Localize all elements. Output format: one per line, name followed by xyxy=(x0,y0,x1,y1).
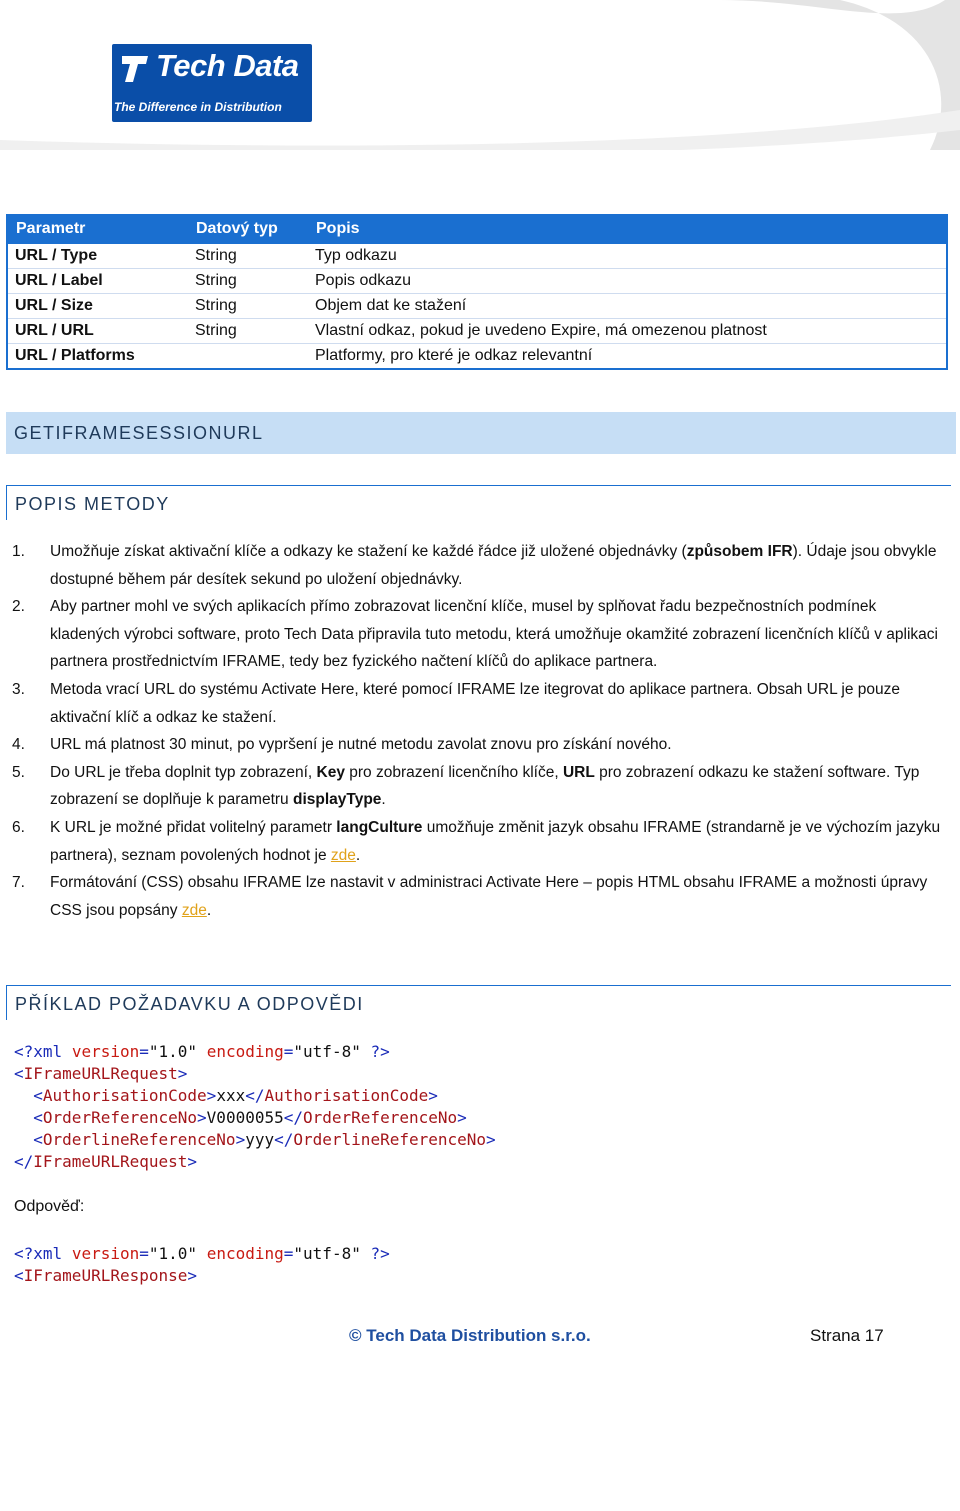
xml-tag: AuthorisationCode xyxy=(42,1086,207,1105)
list-number: 4. xyxy=(12,736,25,754)
xml-bracket: < xyxy=(14,1064,24,1083)
xml-value: "utf-8" xyxy=(293,1042,361,1061)
header-datovy-typ: Datový typ xyxy=(187,215,307,243)
xml-text: V0000055 xyxy=(206,1108,284,1127)
xml-bracket: < xyxy=(33,1108,43,1127)
xml-tag: OrderReferenceNo xyxy=(42,1108,198,1127)
response-label: Odpověď: xyxy=(14,1198,85,1215)
xml-tag: OrderlineReferenceNo xyxy=(42,1130,236,1149)
list-text: Metoda vrací URL do systému Activate Here, které pomocí IFRAME lze itegrovat do aplikace partnera. Obsah URL je pouze aktivační klíč a odkaz ke stažení. xyxy=(50,680,901,726)
response-xml-block xyxy=(14,1243,390,1287)
xml-tag: OrderReferenceNo xyxy=(303,1108,458,1127)
table-cell: Platformy, pro které je odkaz relevantní xyxy=(307,344,947,369)
table-row xyxy=(7,319,947,344)
example-heading-text: PŘÍKLAD POŽADAVKU A ODPOVĚDI xyxy=(15,994,364,1014)
xml-bracket: > xyxy=(206,1086,217,1105)
xml-text: xxx xyxy=(216,1086,246,1105)
xml-bracket: </ xyxy=(274,1130,294,1149)
xml-bracket: < xyxy=(14,1266,24,1285)
list-text-bold: Key xyxy=(316,763,345,781)
table-row xyxy=(7,269,947,294)
footer-copyright: © Tech Data Distribution s.r.o. xyxy=(349,1326,591,1345)
list-text-bold: langCulture xyxy=(336,818,423,836)
description-heading xyxy=(6,485,951,520)
list-item xyxy=(12,731,948,759)
list-text: ). Údaje jsou obvykle dostupné během pár desítek sekund po uložení objednávky. xyxy=(50,543,937,588)
example-heading xyxy=(6,985,951,1020)
xml-value: "1.0" xyxy=(148,1244,198,1263)
xml-attr: version xyxy=(71,1042,140,1061)
list-item xyxy=(12,676,948,731)
css-docs-link[interactable]: zde xyxy=(181,901,207,919)
table-cell: Popis odkazu xyxy=(307,269,947,294)
xml-bracket: </ xyxy=(245,1086,265,1105)
xml-bracket: > xyxy=(235,1130,246,1149)
xml-value: "utf-8" xyxy=(293,1244,361,1263)
xml-eq: = xyxy=(283,1244,294,1263)
method-heading-text: GETIFRAMESESSIONURL xyxy=(14,423,264,443)
xml-bracket: > xyxy=(187,1152,198,1171)
list-number: 7. xyxy=(12,874,25,892)
request-xml-block xyxy=(14,1041,496,1173)
list-number: 5. xyxy=(12,763,25,781)
list-text: . xyxy=(381,791,386,809)
table-row xyxy=(7,344,947,369)
table-cell: Objem dat ke stažení xyxy=(307,294,947,319)
xml-tag: OrderlineReferenceNo xyxy=(293,1130,487,1149)
list-text: . xyxy=(355,846,361,864)
list-text: pro zobrazení licenčního klíče, xyxy=(344,763,563,781)
xml-text: yyy xyxy=(245,1130,275,1149)
xml-decl-close: ?> xyxy=(370,1042,390,1061)
method-heading xyxy=(6,412,956,454)
header-parametr: Parametr xyxy=(7,215,187,243)
logo-tagline: The Difference in Distribution xyxy=(114,100,282,114)
list-number: 1. xyxy=(12,543,25,560)
list-item xyxy=(12,759,948,814)
list-number: 6. xyxy=(12,818,25,836)
table-cell: URL / URL xyxy=(7,319,187,344)
tech-data-mark-icon xyxy=(120,54,150,84)
list-number: 2. xyxy=(12,598,25,616)
xml-bracket: </ xyxy=(14,1152,34,1171)
list-text: Umožňuje získat aktivační klíče a odkazy ke stažení ke každé řádce již uložené objednávky ( xyxy=(50,543,687,560)
list-item xyxy=(12,593,948,676)
xml-bracket: > xyxy=(428,1086,438,1105)
xml-tag: IFrameURLRequest xyxy=(23,1064,178,1083)
table-cell: Typ odkazu xyxy=(307,243,947,269)
xml-bracket: < xyxy=(33,1086,43,1105)
xml-decl: <?xml xyxy=(14,1244,63,1263)
logo-wordmark: Tech Data xyxy=(156,48,299,83)
list-item xyxy=(12,814,948,869)
table-cell: URL / Label xyxy=(7,269,187,294)
xml-bracket: < xyxy=(33,1130,43,1149)
list-text-bold: displayType xyxy=(292,791,382,809)
table-row xyxy=(7,294,947,319)
xml-eq: = xyxy=(283,1042,294,1061)
list-item xyxy=(12,538,948,593)
list-text: pro zobrazení odkazu ke stažení software. Typ zobrazení se doplňuje k parametru xyxy=(50,763,920,809)
table-cell: String xyxy=(187,243,307,269)
xml-bracket: > xyxy=(187,1266,198,1285)
table-cell: String xyxy=(187,294,307,319)
xml-bracket: > xyxy=(197,1108,207,1127)
xml-attr: encoding xyxy=(206,1042,284,1061)
list-text: Aby partner mohl ve svých aplikacích přímo zobrazovat licenční klíče, musel by splňovat řadu bezpečnostních podmínek kladených výrobci software, proto Tech Data připravila tuto metodu, která umožňuje okamžité zobrazení licenčních klíčů v aplikaci partnera prostřednictvím IFRAME, tedy bez fyzického načtení klíčů do aplikace partnera. xyxy=(50,598,938,671)
list-text: Formátování (CSS) obsahu IFRAME lze nastavit v administraci Activate Here – popis HTML obsahu IFRAME a možnosti úpravy CSS jsou popsány xyxy=(50,874,928,919)
xml-bracket: > xyxy=(486,1130,496,1149)
xml-bracket: > xyxy=(177,1064,188,1083)
table-cell: Vlastní odkaz, pokud je uvedeno Expire, má omezenou platnost xyxy=(307,319,947,344)
xml-bracket: > xyxy=(457,1108,467,1127)
table-cell: String xyxy=(187,269,307,294)
languages-link[interactable]: zde xyxy=(330,846,356,864)
table-row xyxy=(7,243,947,269)
xml-value: "1.0" xyxy=(148,1042,198,1061)
list-text: Do URL je třeba doplnit typ zobrazení, xyxy=(50,763,317,781)
list-text: K URL je možné přidat volitelný parametr xyxy=(50,818,337,836)
description-list xyxy=(12,538,948,924)
list-text-bold: způsobem IFR xyxy=(686,543,793,560)
table-cell: URL / Platforms xyxy=(7,344,187,369)
parameter-table xyxy=(6,214,948,368)
list-item xyxy=(12,869,948,924)
header-popis: Popis xyxy=(307,215,947,243)
table-cell xyxy=(187,344,307,369)
table-cell: String xyxy=(187,319,307,344)
xml-eq: = xyxy=(139,1244,149,1263)
list-text: . xyxy=(206,901,212,919)
xml-decl-close: ?> xyxy=(370,1244,390,1263)
list-number: 3. xyxy=(12,680,25,698)
table-cell: URL / Type xyxy=(7,243,187,269)
tech-data-logo xyxy=(112,44,312,122)
footer-page-number: Strana 17 xyxy=(810,1326,884,1345)
table-header-row xyxy=(7,215,947,243)
xml-attr: encoding xyxy=(206,1244,284,1263)
page-footer xyxy=(0,1326,960,1352)
xml-eq: = xyxy=(139,1042,149,1061)
list-text: URL má platnost 30 minut, po vypršení je nutné metodu zavolat znovu pro získání nového. xyxy=(50,736,672,754)
list-text: umožňuje změnit jazyk obsahu IFRAME (strandarně je ve výchozím jazyku partnera), seznam povolených hodnot je xyxy=(50,818,941,864)
xml-decl: <?xml xyxy=(14,1042,63,1061)
xml-tag: IFrameURLRequest xyxy=(33,1152,188,1171)
xml-bracket: </ xyxy=(283,1108,303,1127)
xml-attr: version xyxy=(71,1244,140,1263)
xml-tag: IFrameURLResponse xyxy=(23,1266,188,1285)
table-cell: URL / Size xyxy=(7,294,187,319)
list-text-bold: URL xyxy=(562,763,595,781)
logo-area xyxy=(0,0,960,150)
description-heading-text: POPIS METODY xyxy=(15,494,170,514)
xml-tag: AuthorisationCode xyxy=(264,1086,429,1105)
